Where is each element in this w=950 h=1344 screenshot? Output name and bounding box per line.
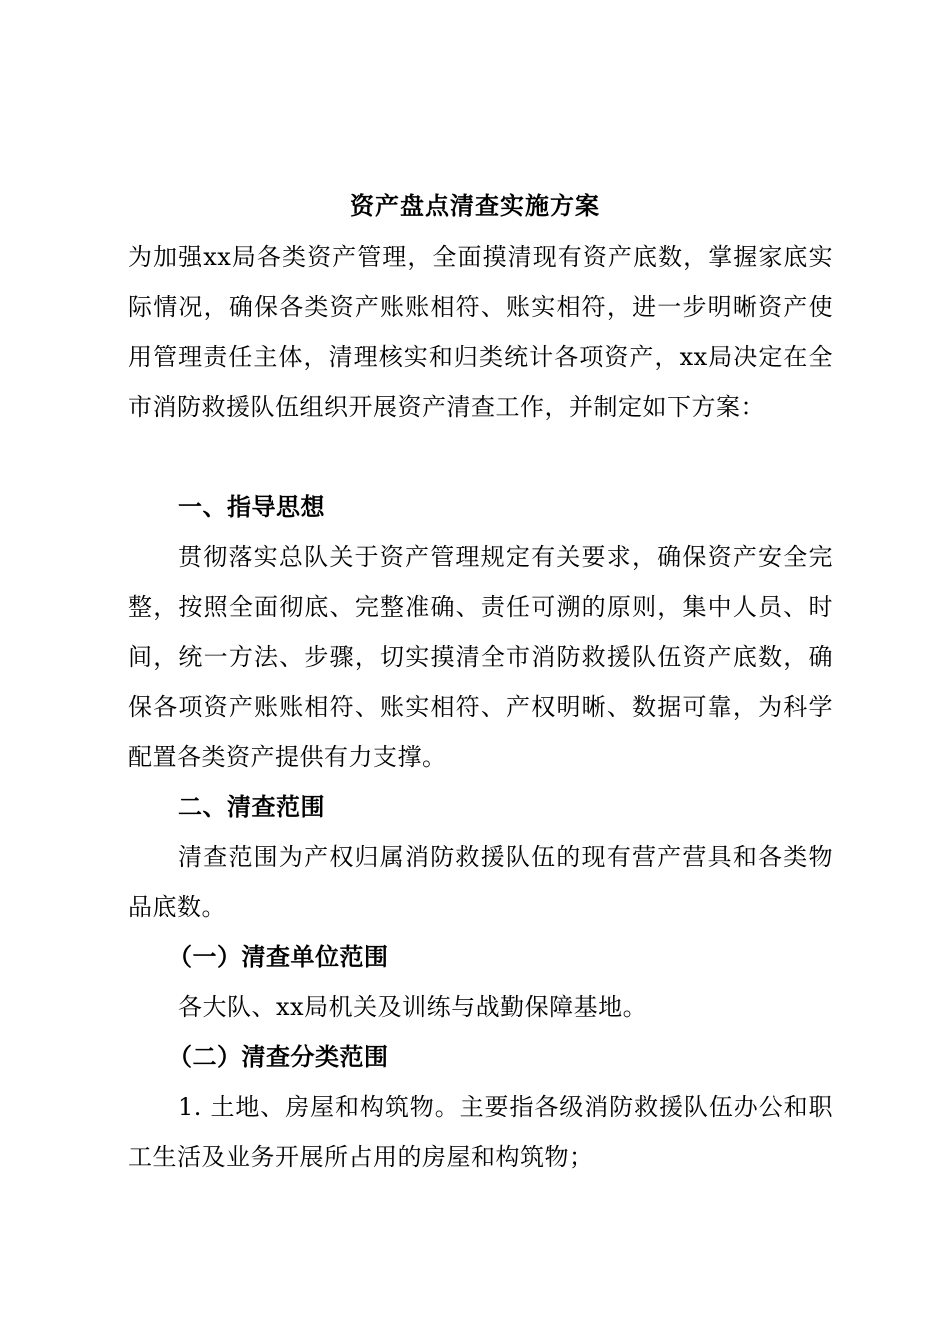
section-body-guiding-principle: 贯彻落实总队关于资产管理规定有关要求，确保资产安全完整，按照全面彻底、完整准确、责任可溯的原则，集中人员、时间，统一方法、步骤，切实摸清全市消防救援队伍资产底数，确保各项资产账账相符、账实相符、产权明晰、数据可靠，为科学配置各类资产提供有力支撑。 bbox=[128, 543, 833, 771]
list-item-land-buildings: 1. 土地、房屋和构筑物。主要指各级消防救援队伍办公和职工生活及业务开展所占用的房屋和构筑物； bbox=[128, 1093, 833, 1171]
document-title: 资产盘点清查实施方案 bbox=[350, 191, 600, 220]
subsection-heading-unit-scope: （一）清查单位范围 bbox=[168, 942, 389, 971]
subsection-heading-category-scope: （二）清查分类范围 bbox=[168, 1042, 389, 1071]
intro-paragraph: 为加强xx局各类资产管理，全面摸清现有资产底数，掌握家底实际情况，确保各类资产账账相符、账实相符，进一步明晰资产使用管理责任主体，清理核实和归类统计各项资产，xx局决定在全市消防救援队伍组织开展资产清查工作，并制定如下方案： bbox=[128, 243, 833, 421]
section-heading-guiding-principle: 一、指导思想 bbox=[178, 492, 325, 521]
section-heading-scope: 二、清查范围 bbox=[178, 792, 325, 821]
subsection-body-unit-scope: 各大队、xx局机关及训练与战勤保障基地。 bbox=[178, 993, 648, 1021]
section-body-scope: 清查范围为产权归属消防救援队伍的现有营产营具和各类物品底数。 bbox=[128, 843, 833, 921]
